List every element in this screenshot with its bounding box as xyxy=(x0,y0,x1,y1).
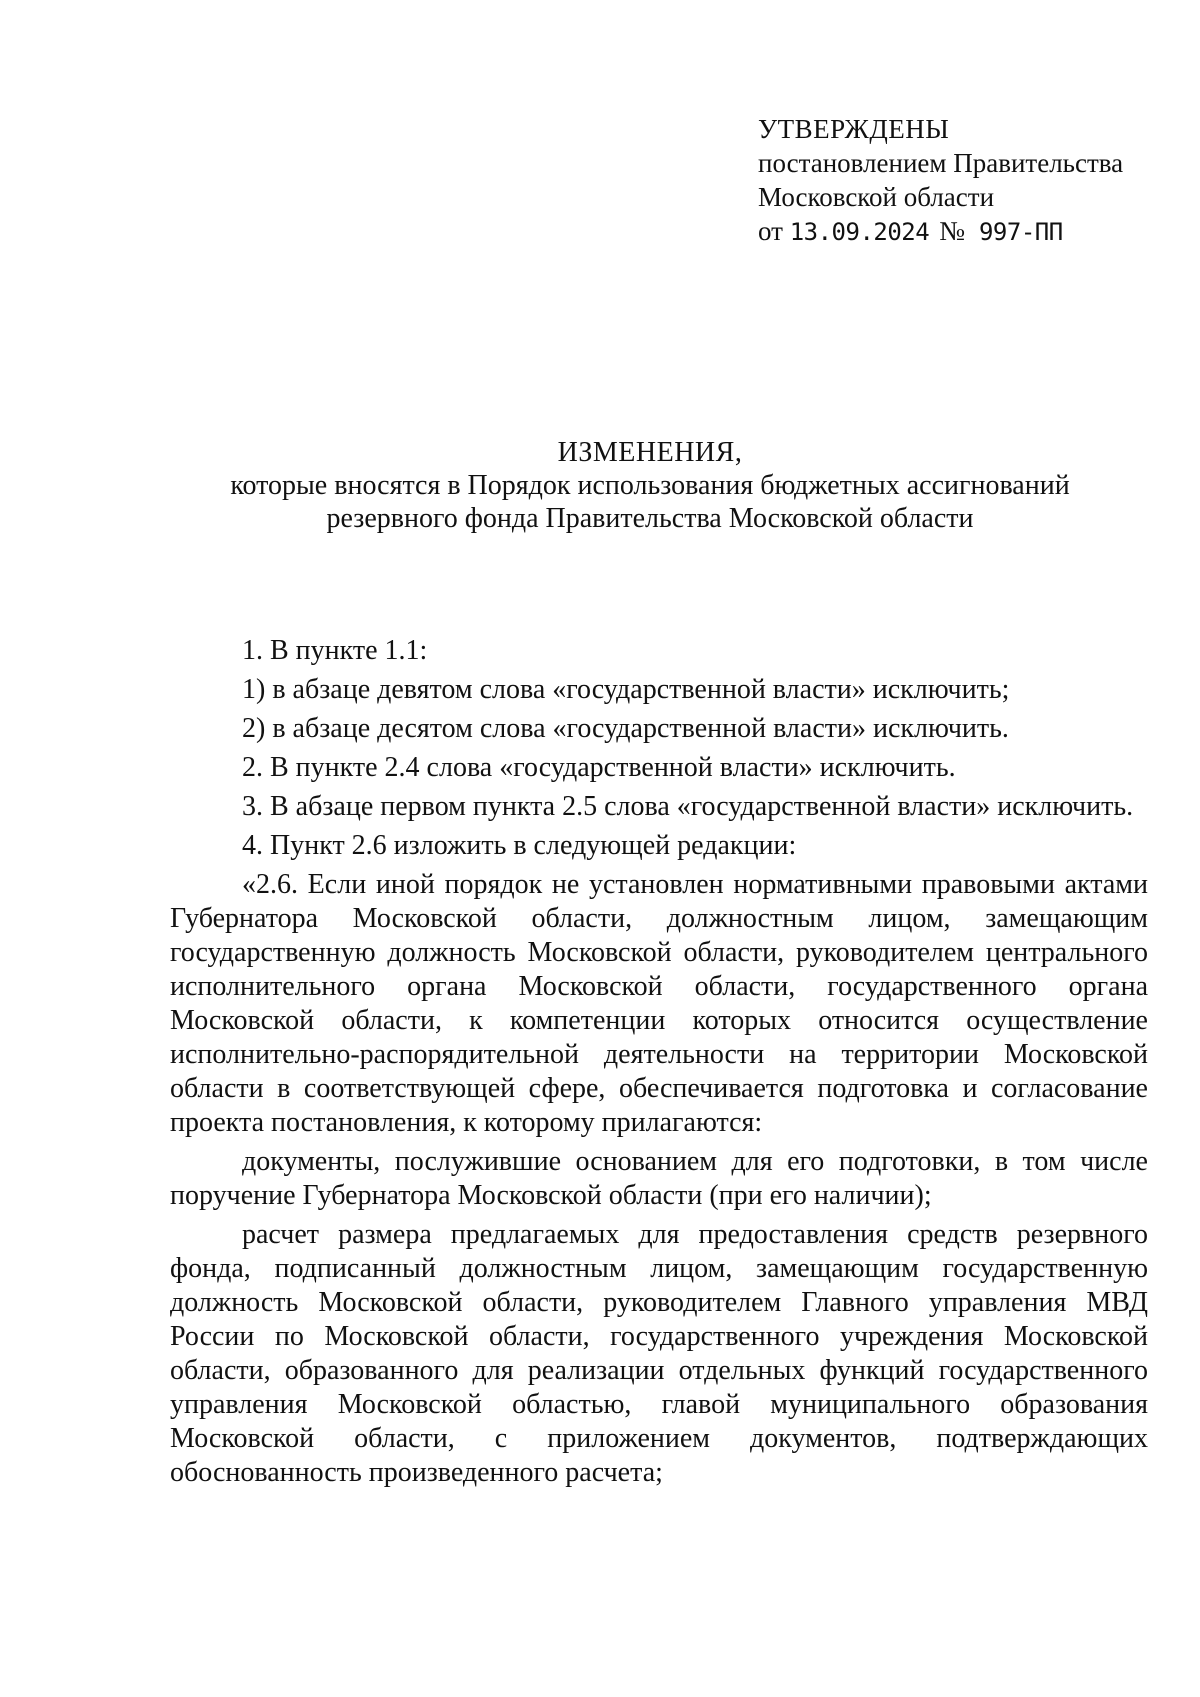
approval-line-1: постановлением Правительства xyxy=(758,148,1124,178)
document-body xyxy=(170,634,1148,1495)
approval-number-sign: № xyxy=(939,216,965,246)
approval-stamp-block xyxy=(758,112,1178,249)
approval-date: 13.09.2024 xyxy=(789,218,930,246)
paragraph-1: 1. В пункте 1.1: xyxy=(242,635,428,666)
document-title: ИЗМЕНЕНИЯ, xyxy=(557,437,743,468)
paragraph-9: расчет размера предлагаемых для предоставления средств резервного фонда, подписанный должностным лицом, замещающим государственную должность Московской области, руководителем Главного управления МВД России по Московской области, государственного учреждения Московской области, образованного для реализации отдельных функций государственного управления Московской областью, главой муниципального образования Московской области, с приложением документов, подтверждающих обоснованность произведенного расчета; xyxy=(170,1219,1148,1488)
approval-line-2: Московской области xyxy=(758,182,995,212)
document-subtitle-line-1: которые вносятся в Порядок использования бюджетных ассигнований xyxy=(230,470,1070,501)
approval-heading: УТВЕРЖДЕНЫ xyxy=(758,114,950,144)
paragraph-8: документы, послужившие основанием для его подготовки, в том числе поручение Губернатора Московской области (при его наличии); xyxy=(170,1146,1148,1211)
document-title-block xyxy=(150,436,1150,535)
paragraph-7: «2.6. Если иной порядок не установлен нормативными правовыми актами Губернатора Московской области, должностным лицом, замещающим государственную должность Московской области, руководителем центрального исполнительного органа Московской области, государственного органа Московской области, к компетенции которых относится осуществление исполнительно-распорядительной деятельности на территории Московской области в соответствующей сфере, обеспечивается подготовка и согласование проекта постановления, к которому прилагаются: xyxy=(170,869,1148,1138)
approval-date-prefix: от xyxy=(758,216,783,246)
paragraph-2: 1) в абзаце девятом слова «государственной власти» исключить; xyxy=(242,674,1010,705)
paragraph-4: 2. В пункте 2.4 слова «государственной власти» исключить. xyxy=(242,752,956,783)
approval-number: 997-ПП xyxy=(978,218,1063,246)
paragraph-3: 2) в абзаце десятом слова «государственной власти» исключить. xyxy=(242,713,1009,744)
approval-date-line xyxy=(758,214,1178,249)
document-subtitle-line-2: резервного фонда Правительства Московской области xyxy=(326,503,974,534)
paragraph-5: 3. В абзаце первом пункта 2.5 слова «государственной власти» исключить. xyxy=(242,791,1134,822)
paragraph-6: 4. Пункт 2.6 изложить в следующей редакции: xyxy=(242,830,797,861)
